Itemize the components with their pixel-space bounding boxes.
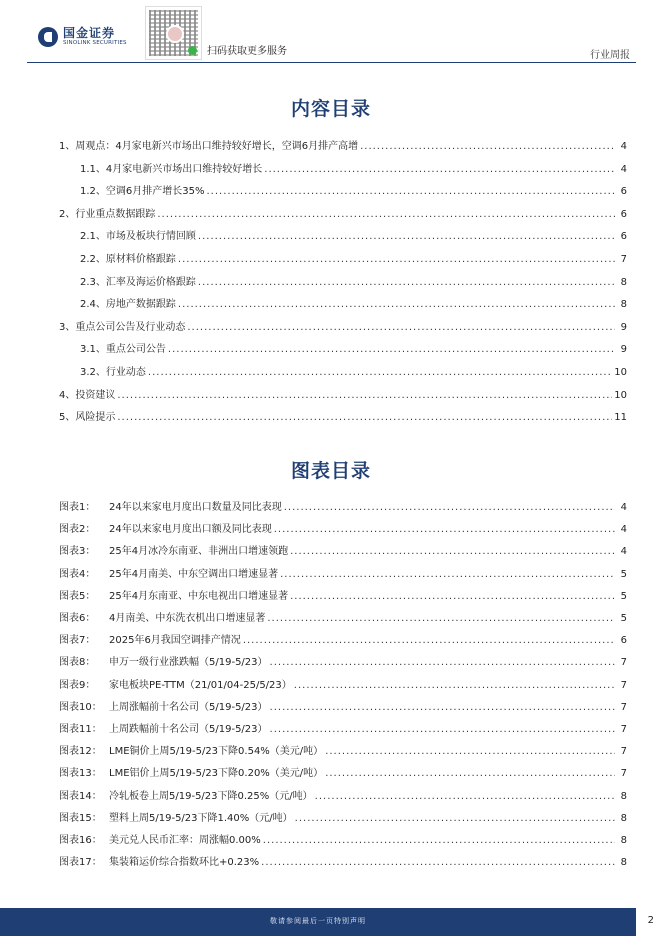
figure-number: 图表10： [59, 701, 102, 713]
figure-caption: 2025年6月我国空调排产情况 [109, 635, 241, 647]
toc-entry-page: 7 [620, 254, 627, 265]
figure-number: 图表15： [59, 812, 102, 824]
figure-entry-page: 8 [620, 790, 627, 802]
dot-leader [243, 635, 615, 646]
report-type: 行业周报 [590, 50, 630, 61]
figure-entry-page: 4 [620, 546, 627, 558]
figure-entry[interactable] [59, 764, 627, 779]
toc-entry-label: 4、投资建议 [59, 389, 116, 401]
dot-leader [168, 344, 615, 355]
figure-entry-page: 7 [620, 679, 627, 691]
figure-caption: 4月南美、中东洗衣机出口增速显著 [109, 613, 266, 624]
figure-entry-text [59, 853, 259, 868]
toc-entry[interactable] [59, 205, 627, 220]
figure-entry[interactable] [59, 720, 627, 735]
figure-entry-page: 5 [620, 613, 627, 624]
figure-entry-page: 7 [620, 701, 627, 713]
figure-entry-page: 7 [620, 746, 627, 758]
figure-entry[interactable] [59, 542, 627, 557]
toc-entry-label: 3.2、行业动态 [80, 367, 146, 378]
toc-entry-page: 11 [614, 412, 627, 424]
toc-entry[interactable] [80, 160, 627, 175]
footer-disclaimer: 敬请参阅最后一页特别声明 [270, 917, 366, 925]
dot-leader [187, 322, 615, 333]
figure-entry-text [59, 831, 261, 846]
figure-caption: 24年以来家电月度出口额及同比表现 [109, 524, 272, 536]
toc-entry-label: 2.3、汇率及海运价格跟踪 [80, 276, 196, 288]
toc-entry-page: 9 [620, 344, 627, 356]
figure-number: 图表14： [59, 790, 102, 802]
toc-entry-label: 2.4、房地产数据跟踪 [80, 299, 176, 311]
toc-entry[interactable] [80, 273, 627, 288]
toc-entry[interactable] [80, 363, 627, 378]
dot-leader [360, 141, 615, 152]
figure-entry-text [59, 764, 323, 779]
scan-prompt: 扫码获取更多服务 [207, 46, 287, 57]
figure-entry-text [59, 631, 241, 646]
dot-leader [263, 835, 615, 846]
header-divider [27, 62, 636, 63]
toc-entry[interactable] [59, 137, 627, 152]
figure-entry[interactable] [59, 698, 627, 713]
dot-leader [264, 164, 615, 175]
dot-leader [178, 299, 615, 310]
page-number: 2 [647, 915, 654, 926]
toc-entry-page: 4 [620, 163, 627, 175]
dot-leader [315, 791, 615, 802]
toc-entry-page: 8 [620, 299, 627, 311]
figure-entry-text [59, 742, 323, 757]
figure-entry-text [59, 542, 288, 557]
toc-entry-page: 8 [620, 276, 627, 288]
toc-entry-label: 2、行业重点数据跟踪 [59, 208, 156, 220]
figure-list-title: 图表目录 [290, 460, 371, 482]
figure-entry[interactable] [59, 498, 627, 513]
figure-number: 图表8： [59, 657, 96, 669]
figure-caption: 25年4月东南亚、中东电视出口增速显著 [109, 590, 289, 602]
figure-entry-text [59, 698, 268, 713]
figure-caption: 上周涨幅前十名公司（5/19-5/23） [109, 701, 268, 713]
figure-entry-text [59, 653, 268, 668]
figure-entry-text [59, 587, 288, 602]
figure-number: 图表3： [59, 546, 96, 558]
figure-entry-page: 5 [620, 590, 627, 602]
figure-number: 图表7： [59, 635, 96, 647]
dot-leader [270, 657, 615, 668]
figure-entry[interactable] [59, 587, 627, 602]
footer-bar [0, 908, 636, 936]
figure-entry-page: 4 [620, 502, 627, 513]
figure-number: 图表2： [59, 524, 96, 536]
toc-entry[interactable] [80, 227, 627, 242]
figure-entry-page: 8 [620, 857, 627, 869]
dot-leader [117, 390, 612, 401]
figure-entry[interactable] [59, 565, 627, 580]
figure-caption: 美元兑人民币汇率：周涨幅0.00% [109, 835, 261, 846]
figure-entry-text [59, 520, 272, 535]
toc-entry[interactable] [59, 408, 627, 423]
toc-title: 内容目录 [290, 98, 371, 120]
figure-number: 图表17： [59, 857, 102, 869]
figure-caption: 上周跌幅前十名公司（5/19-5/23） [109, 724, 268, 735]
toc-entry[interactable] [80, 340, 627, 355]
toc-entry[interactable] [59, 318, 627, 333]
toc-entry-page: 10 [614, 389, 627, 401]
figure-entry-text [59, 676, 292, 691]
toc-entry-label: 1、周观点：4月家电新兴市场出口维持较好增长，空调6月排产高增 [59, 141, 359, 152]
dot-leader [198, 277, 615, 288]
figure-entry[interactable] [59, 742, 627, 757]
toc-entry-label: 3、重点公司公告及行业动态 [59, 321, 186, 333]
figure-number: 图表6： [59, 613, 96, 624]
page-header [0, 0, 662, 64]
dot-leader [274, 524, 615, 535]
toc-entry-label: 1.1、4月家电新兴市场出口维持较好增长 [80, 163, 263, 175]
figure-entry[interactable] [59, 787, 627, 802]
wechat-badge-icon [188, 46, 197, 55]
figure-caption: LME铜价上周5/19-5/23下降0.54%（美元/吨） [109, 746, 324, 758]
dot-leader [325, 746, 615, 757]
figure-entry-text [59, 720, 268, 735]
figure-entry-text [59, 787, 313, 802]
toc-entry-page: 6 [620, 186, 627, 198]
dot-leader [270, 702, 615, 713]
toc-entry-page: 4 [620, 141, 627, 152]
dot-leader [267, 613, 615, 624]
figure-entry-text [59, 809, 293, 824]
dot-leader [280, 569, 615, 580]
logo-mark-icon [38, 27, 58, 47]
figure-caption: 家电板块PE-TTM（21/01/04-25/5/23） [109, 679, 292, 691]
dot-leader [261, 857, 615, 868]
figure-number: 图表4： [59, 568, 96, 580]
dot-leader [270, 724, 615, 735]
figure-number: 图表12： [59, 746, 102, 758]
figure-entry-page: 7 [620, 768, 627, 780]
dot-leader [284, 502, 615, 513]
figure-number: 图表13： [59, 768, 102, 780]
dot-leader [148, 367, 612, 378]
toc-entry[interactable] [59, 386, 627, 401]
figure-number: 图表16： [59, 835, 102, 846]
figure-entry-page: 8 [620, 812, 627, 824]
figure-entry-page: 4 [620, 524, 627, 536]
figure-number: 图表11： [59, 724, 102, 735]
dot-leader [325, 768, 615, 779]
figure-caption: LME铝价上周5/19-5/23下降0.20%（美元/吨） [109, 768, 324, 780]
figure-number: 图表1： [59, 502, 96, 513]
qr-code-icon [145, 6, 202, 60]
figure-caption: 25年4月南美、中东空调出口增速显著 [109, 568, 279, 580]
dot-leader [207, 186, 616, 197]
figure-entry-text [59, 565, 278, 580]
figure-entry-text [59, 609, 265, 624]
figure-number: 图表9： [59, 679, 96, 691]
figure-entry-page: 8 [620, 835, 627, 846]
toc-entry-label: 3.1、重点公司公告 [80, 344, 166, 356]
toc-entry[interactable] [80, 295, 627, 310]
figure-number: 图表5： [59, 590, 96, 602]
figure-caption: 25年4月冰冷东南亚、非洲出口增速领跑 [109, 546, 289, 558]
toc-entry[interactable] [80, 182, 627, 197]
toc-entry-label: 2.1、市场及板块行情回顾 [80, 231, 196, 243]
toc-entry-page: 6 [620, 208, 627, 220]
page-footer [0, 908, 662, 936]
figure-caption: 24年以来家电月度出口数量及同比表现 [109, 502, 282, 513]
figure-entry[interactable] [59, 853, 627, 868]
toc-entry-page: 9 [620, 321, 627, 333]
figure-entry-page: 7 [620, 724, 627, 735]
toc-entry-label: 2.2、原材料价格跟踪 [80, 254, 176, 265]
figure-entry[interactable] [59, 631, 627, 646]
dot-leader [295, 813, 615, 824]
toc-entry[interactable] [80, 250, 627, 265]
figure-entry[interactable] [59, 653, 627, 668]
dot-leader [290, 546, 615, 557]
logo-english-name: SINOLINK SECURITIES [63, 40, 127, 47]
figure-entry-page: 5 [620, 568, 627, 580]
company-logo [38, 27, 127, 47]
dot-leader [117, 412, 612, 423]
toc-entry-label: 5、风险提示 [59, 412, 116, 424]
toc-entry-label: 1.2、空调6月排产增长35% [80, 186, 205, 198]
figure-caption: 塑料上周5/19-5/23下降1.40%（元/吨） [109, 812, 293, 824]
figure-entry[interactable] [59, 520, 627, 535]
dot-leader [294, 680, 615, 691]
figure-entry-page: 6 [620, 635, 627, 647]
dot-leader [178, 254, 615, 265]
figure-entry[interactable] [59, 831, 627, 846]
dot-leader [198, 231, 615, 242]
logo-chinese-name: 国金证券 [63, 26, 116, 41]
figure-caption: 冷轧板卷上周5/19-5/23下降0.25%（元/吨） [109, 790, 313, 802]
figure-caption: 申万一级行业涨跌幅（5/19-5/23） [109, 657, 268, 669]
figure-entry[interactable] [59, 609, 627, 624]
dot-leader [157, 209, 615, 220]
toc-entry-page: 6 [620, 231, 627, 243]
figure-entry[interactable] [59, 676, 627, 691]
figure-caption: 集装箱运价综合指数环比+0.23% [109, 857, 260, 869]
figure-entry[interactable] [59, 809, 627, 824]
figure-entry-text [59, 498, 282, 513]
dot-leader [290, 591, 615, 602]
toc-entry-page: 10 [614, 367, 627, 378]
figure-entry-page: 7 [620, 657, 627, 669]
